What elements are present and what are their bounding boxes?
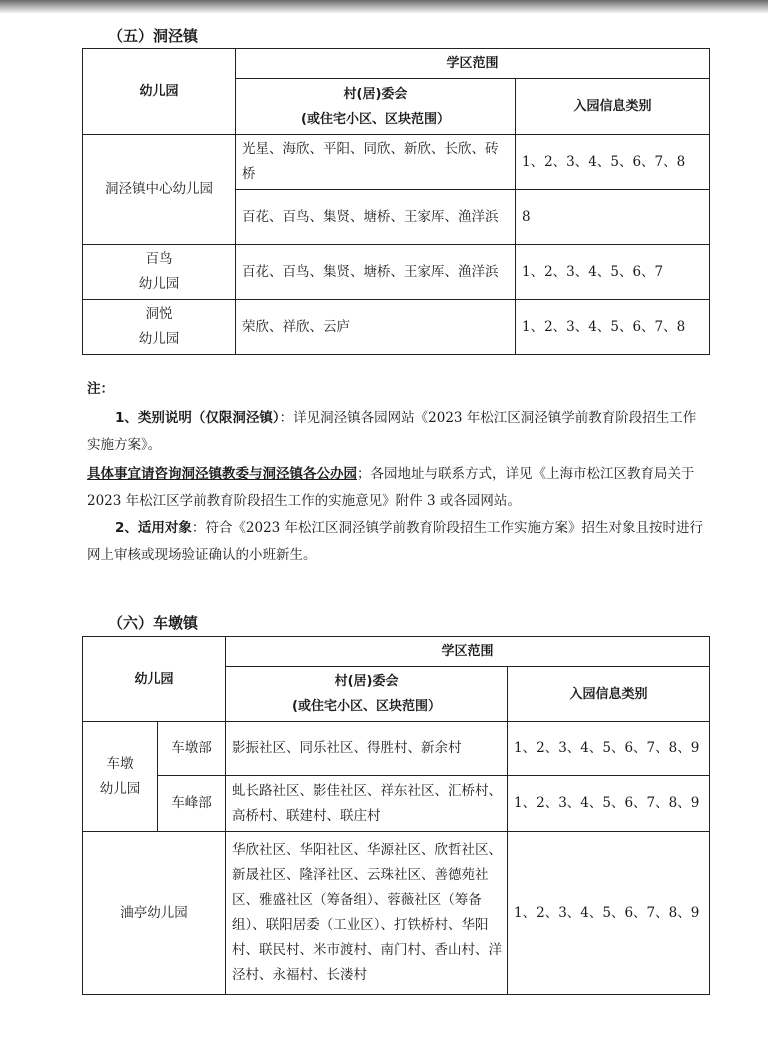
kg-bainiao: 百鸟 幼儿园 [83, 245, 236, 300]
kg-yuting: 浀亭幼儿园 [83, 832, 226, 995]
kg-dongyue: 洞悦 幼儿园 [83, 300, 236, 355]
category-cell: 8 [516, 190, 710, 245]
chedun-table [82, 636, 710, 995]
note-1 [87, 405, 707, 459]
category-cell: 1、2、3、4、5、6、7、8、9 [508, 832, 710, 995]
section-title-dongjing: （五）洞泾镇 [108, 27, 199, 45]
notes-block [87, 376, 707, 569]
category-cell: 1、2、3、4、5、6、7、8 [516, 300, 710, 355]
header-kindergarten: 幼儿园 [83, 637, 226, 722]
note-1-text: ：详见洞泾镇各园网站《2023 年松江区洞泾镇学前教育阶段招生工作实施方案》。 [87, 410, 697, 453]
section-title-chedun: （六）车墩镇 [108, 614, 199, 632]
category-cell: 1、2、3、4、5、6、7、8、9 [508, 776, 710, 832]
header-district: 学区范围 [236, 49, 710, 79]
branch-chefeng: 车峰部 [158, 776, 226, 832]
branch-chedun: 车墩部 [158, 722, 226, 776]
note-2-bold: 2、适用对象 [115, 520, 192, 536]
header-village: 村(居)委会 (或住宅小区、区块范围） [226, 667, 508, 722]
header-village: 村(居)委会 (或住宅小区、区块范围） [236, 79, 516, 135]
notes-label: 注： [87, 381, 114, 397]
note-1-bold: 1、类别说明（仅限洞泾镇） [115, 410, 280, 426]
note-2-text: ：符合《2023 年松江区洞泾镇学前教育阶段招生工作实施方案》招生对象且按时进行网上审核或现场验证确认的小班新生。 [87, 520, 704, 563]
note-1b-text: ；各园地址与联系方式，详见《上海市松江区教育局关于 2023 年松江区学前教育阶段招生工作的实施意见》附件 3 或各园网站。 [87, 466, 695, 509]
note-2 [87, 515, 707, 569]
village-cell: 华欣社区、华阳社区、华源社区、欣哲社区、新晟社区、隆泽社区、云珠社区、善德苑社区、雅盛社区（筹备组）、蓉薇社区（筹备组）、联阳居委（工业区）、打铁桥村、华阳村、联民村、米市渡村、南门村、香山村、洋泾村、永福村、长溇村 [226, 832, 508, 995]
village-cell: 百花、百鸟、集贤、塘桥、王家厍、渔洋浜 [236, 245, 516, 300]
category-cell: 1、2、3、4、5、6、7、8、9 [508, 722, 710, 776]
village-cell: 光星、海欣、平阳、同欣、新欣、长欣、砖桥 [236, 135, 516, 190]
category-cell: 1、2、3、4、5、6、7 [516, 245, 710, 300]
header-kindergarten: 幼儿园 [83, 49, 236, 135]
village-cell: 虬长路社区、影佳社区、祥东社区、汇桥村、高桥村、联建村、联庄村 [226, 776, 508, 832]
header-category: 入园信息类别 [516, 79, 710, 135]
kg-chedun: 车墩 幼儿园 [83, 722, 158, 832]
header-district: 学区范围 [226, 637, 710, 667]
village-cell: 影振社区、同乐社区、得胜村、新余村 [226, 722, 508, 776]
village-cell: 百花、百鸟、集贤、塘桥、王家厍、渔洋浜 [236, 190, 516, 245]
note-1b [87, 461, 707, 515]
kg-dongjing-center: 洞泾镇中心幼儿园 [83, 135, 236, 245]
note-1b-bold: 具体事宜请咨询洞泾镇教委与洞泾镇各公办园 [87, 466, 357, 482]
dongjing-table [82, 48, 710, 355]
village-cell: 荣欣、祥欣、云庐 [236, 300, 516, 355]
category-cell: 1、2、3、4、5、6、7、8 [516, 135, 710, 190]
top-shadow [0, 0, 768, 14]
header-category: 入园信息类别 [508, 667, 710, 722]
